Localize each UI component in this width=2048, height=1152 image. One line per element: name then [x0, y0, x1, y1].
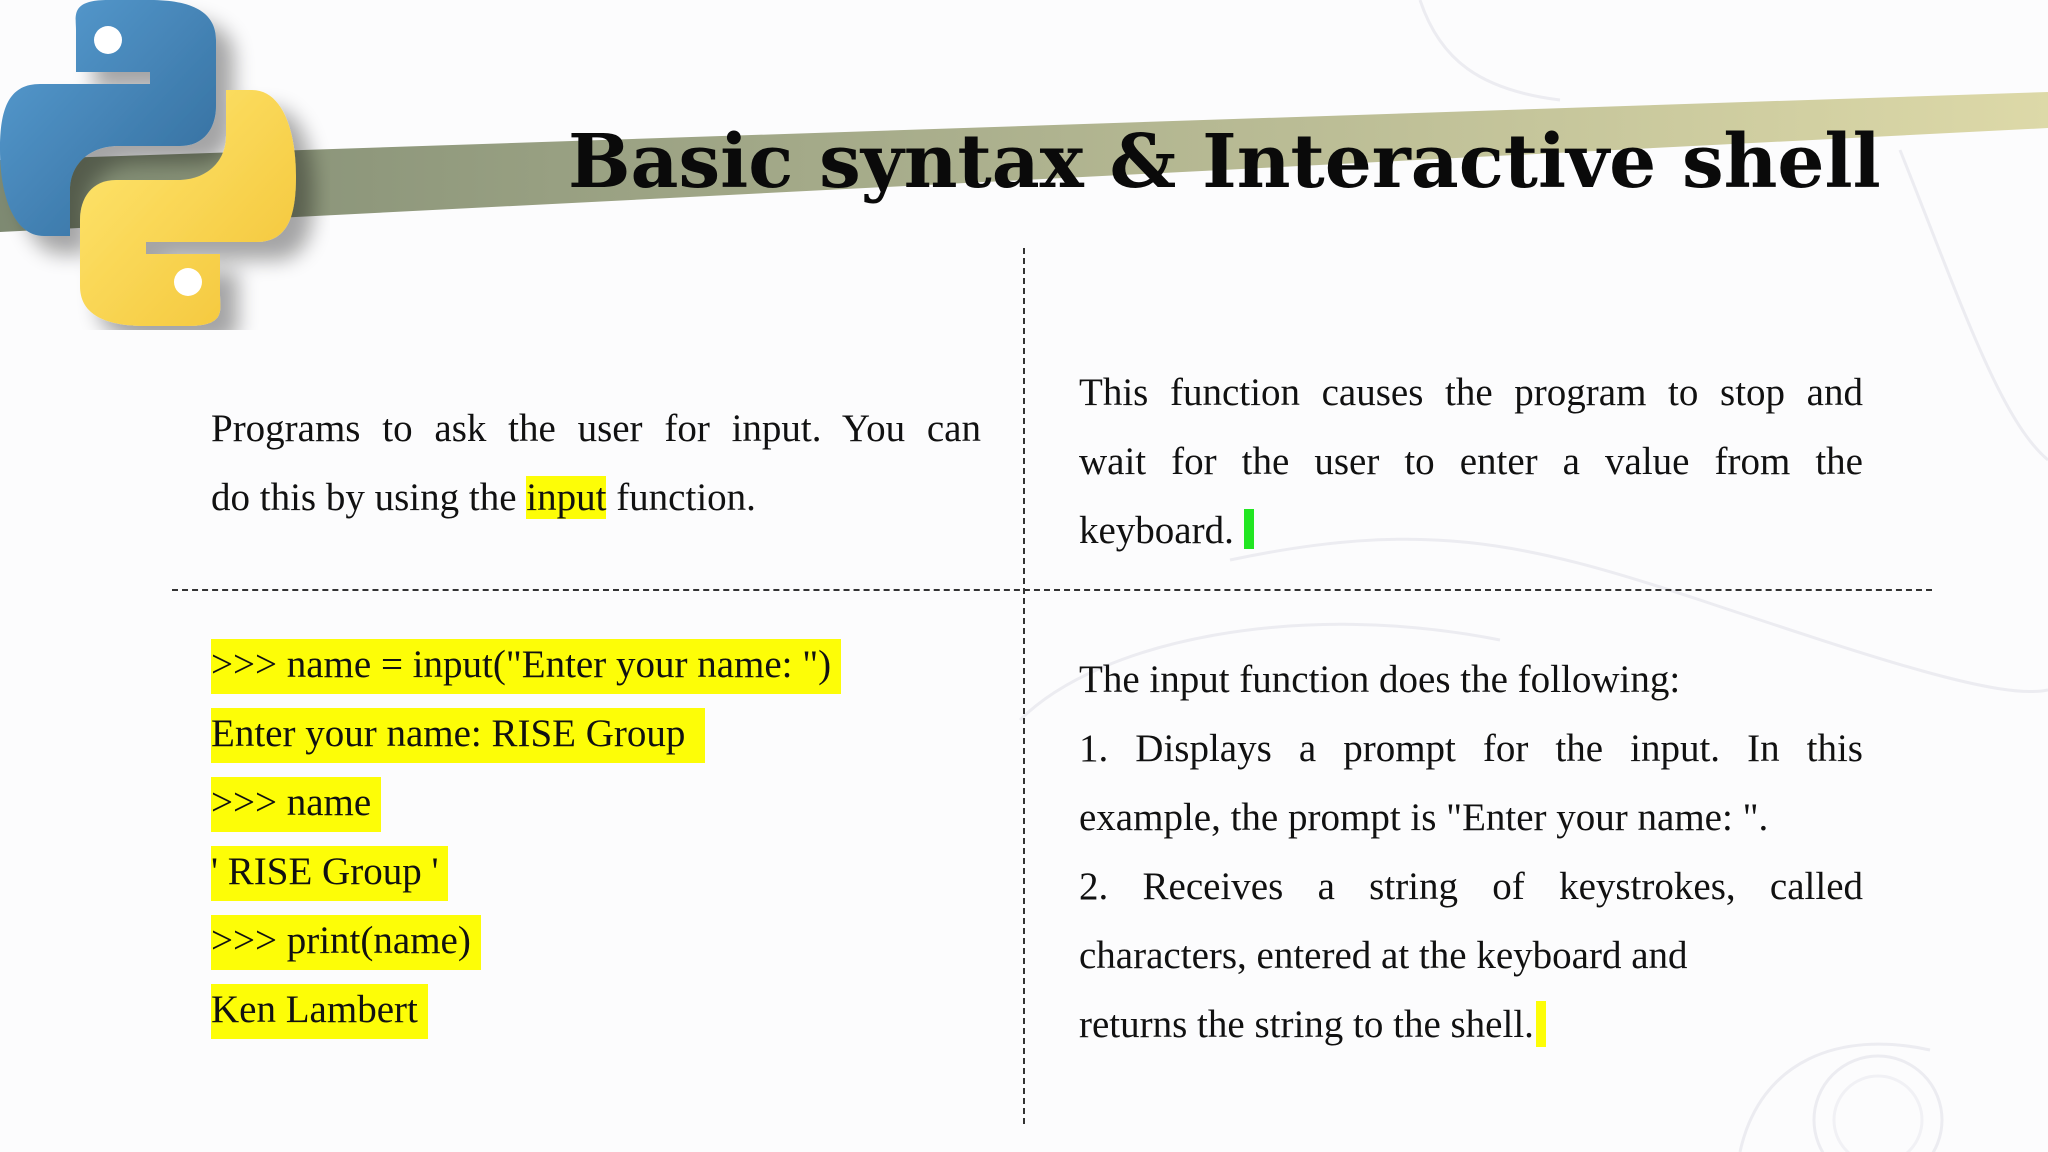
- yellow-text-cursor: [1536, 1001, 1546, 1047]
- code-line-text: Ken Lambert: [211, 984, 428, 1039]
- code-line: [211, 837, 841, 906]
- vertical-divider: [1023, 248, 1025, 1124]
- description-line-2: wait for the user to enter a value from the: [1079, 440, 1863, 483]
- input-keyword-highlight: input: [526, 476, 607, 519]
- code-line-text: Enter your name: RISE Group: [211, 708, 705, 763]
- steps-line-1: The input function does the following:: [1079, 658, 1681, 701]
- input-steps-paragraph: [1079, 645, 1863, 1059]
- python-logo-icon: [0, 0, 330, 330]
- code-line-text: ' RISE Group ': [211, 846, 448, 901]
- description-line-3: [1079, 496, 1863, 565]
- code-line: [211, 975, 841, 1044]
- intro-line-2-pre: do this by using the: [211, 476, 527, 519]
- green-text-cursor: [1244, 509, 1254, 549]
- code-line-text: >>> print(name): [211, 915, 481, 970]
- steps-line-4: 2. Receives a string of keystrokes, called: [1079, 865, 1863, 908]
- slide-title: Basic syntax & Interactive shell: [568, 119, 1881, 205]
- description-line-3-text: keyboard.: [1079, 509, 1234, 552]
- input-intro-paragraph: [211, 394, 981, 532]
- steps-line-2: 1. Displays a prompt for the input. In this: [1079, 727, 1863, 770]
- intro-line-2-post: function.: [606, 476, 756, 519]
- function-description-paragraph: [1079, 358, 1863, 565]
- steps-line-3: example, the prompt is "Enter your name: ".: [1079, 796, 1769, 839]
- code-line: [211, 699, 841, 768]
- steps-line-5: characters, entered at the keyboard and: [1079, 934, 1688, 977]
- code-line: [211, 630, 841, 699]
- shell-code-example: [211, 630, 841, 1044]
- code-line-text: >>> name = input("Enter your name: "): [211, 639, 841, 694]
- intro-line-2: [211, 463, 981, 532]
- steps-line-6: [1079, 990, 1863, 1059]
- steps-line-6-text: returns the string to the shell.: [1079, 1003, 1534, 1046]
- code-line-text: >>> name: [211, 777, 381, 832]
- code-line: [211, 768, 841, 837]
- horizontal-divider: [172, 589, 1932, 591]
- code-line: [211, 906, 841, 975]
- description-line-1: This function causes the program to stop and: [1079, 371, 1863, 414]
- intro-line-1: Programs to ask the user for input. You can: [211, 407, 981, 450]
